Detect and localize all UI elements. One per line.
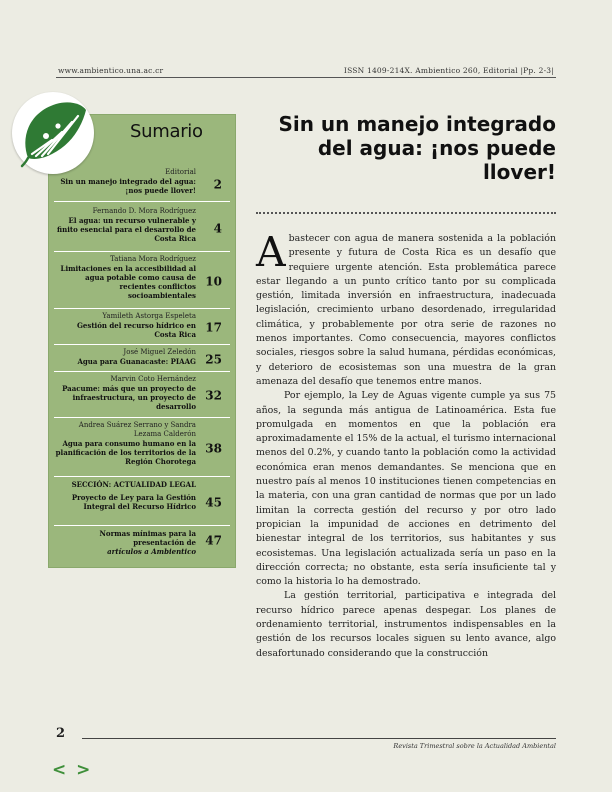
- toc-title: El agua: un recurso vulnerable y finito esencial para el desarrollo de Costa Rica: [57, 216, 196, 243]
- toc-entry[interactable]: [54, 207, 230, 252]
- dotted-divider: [256, 212, 556, 214]
- toc-page: 32: [205, 388, 222, 403]
- next-page-button[interactable]: >: [76, 760, 91, 780]
- toc-entry[interactable]: [54, 529, 230, 556]
- leaf-logo: [12, 92, 94, 174]
- toc-page: 17: [205, 320, 222, 335]
- toc-title: artículos a Ambientico: [107, 547, 196, 556]
- toc-page: 47: [205, 533, 222, 548]
- toc-author: José Miguel Zeledón: [123, 348, 196, 356]
- toc-title: Normas mínimas para la presentación de: [99, 529, 196, 547]
- paragraph: La gestión territorial, participativa e integrada del recurso hídrico parece apenas despegar. Los planes de ordenamiento territorial, instrumentos indispensables en la gestión de los recursos locales siguen su lento avance, algo desafortunado considerando que la construcción: [256, 590, 556, 659]
- section-heading: SECCIÓN: ACTUALIDAD LEGAL: [71, 480, 196, 489]
- toc-entry[interactable]: [54, 255, 230, 309]
- toc-title: Sin un manejo integrado del agua: ¡nos puede llover!: [60, 177, 196, 195]
- toc-page: 4: [213, 221, 222, 236]
- toc-title: Paacume: más que un proyecto de infraestructura, un proyecto de desarrollo: [62, 384, 196, 411]
- toc-entry[interactable]: [54, 312, 230, 345]
- toc-entry[interactable]: [54, 421, 230, 477]
- page-nav: [52, 760, 94, 780]
- paragraph-text: bastecer con agua de manera sostenida a la población presente y futura de Costa Rica es un desafío que requiere urgente atención. Esta problemática parece estar llegando a un punto crítico tanto por su complicada gestión, limitada inversión en infraestructura, inadecuada legislación, crecimiento urbano desordenado, irregularidad climática, y probablemente por otra serie de razones no menos importantes. Como consecuencia, mayores conflictos sociales, riesgos sobre la salud humana, pérdidas económicas, y deterioro de ecosistemas son una muestra de la gran amenaza del desafío que tenemos entre manos.: [256, 233, 556, 387]
- toc-author: Yamileth Astorga Espeleta: [102, 312, 196, 320]
- monstera-leaf-icon: [12, 92, 94, 174]
- toc-author: Marvin Coto Hernández: [110, 375, 196, 383]
- toc-author: Tatiana Mora Rodríguez: [110, 255, 196, 263]
- toc-page: 2: [213, 177, 222, 191]
- header-divider: [56, 77, 556, 78]
- website-url: www.ambientico.una.ac.cr: [58, 66, 164, 75]
- toc-title: Gestión del recurso hídrico en Costa Rica: [76, 321, 196, 339]
- toc-author: Fernando D. Mora Rodríguez: [92, 207, 196, 215]
- toc-page: 38: [205, 441, 222, 455]
- page-number: 2: [56, 726, 66, 741]
- journal-name: Revista Trimestral sobre la Actualidad Ambiental: [393, 742, 556, 750]
- prev-page-button[interactable]: <: [52, 760, 67, 780]
- toc-entry[interactable]: [54, 348, 230, 372]
- toc-title: Proyecto de Ley para la Gestión Integral del Recurso Hídrico: [71, 493, 196, 511]
- sumario-panel: [48, 114, 236, 568]
- toc-author: Andrea Suárez Serrano y Sandra Lezama Calderón: [78, 421, 196, 438]
- paragraph: Por ejemplo, la Ley de Aguas vigente cumple ya sus 75 años, la segunda más antigua de Latinoamérica. Esta fue promulgada en momentos en que la población era aproximadamente el 15% de la actual, el turismo internacional menos del 0.2%, y cuando tanto la población como la actividad económica eran menos demandantes. Se menciona que en nuestro país al menos 10 instituciones tienen competencias en la materia, con una gran cantidad de normas que por un lado limitan la correcta gestión del recurso y por otro lado propician la impunidad de acciones en detrimento del bienestar integral de los territorios, sus habitantes y sus ecosistemas. Una legislación actualizada sería un paso en la dirección correcta; no obstante, esta sería insuficiente tal y como la historia lo ha demostrado.: [256, 390, 556, 588]
- toc-entry[interactable]: [54, 375, 230, 418]
- drop-cap: A: [256, 228, 286, 276]
- toc-page: 25: [205, 352, 222, 366]
- toc-title: Agua para Guanacaste: PIAAG: [77, 357, 196, 366]
- toc-title: Limitaciones en la accesibilidad al agua potable como causa de recientes conflictos socioambientales: [60, 264, 196, 300]
- toc-author: Editorial: [165, 168, 196, 176]
- toc-page: 10: [205, 274, 222, 288]
- article-body: [256, 228, 556, 661]
- paragraph: [256, 228, 556, 389]
- toc-entry[interactable]: [54, 480, 230, 526]
- footer-divider: [82, 738, 556, 739]
- issn-info: ISSN 1409-214X. Ambientico 260, Editorial |Pp. 2-3|: [343, 66, 554, 75]
- sumario-title: Sumario: [130, 121, 203, 142]
- toc-title: Agua para consumo humano en la planificación de los territorios de la Región Chorotega: [55, 439, 196, 466]
- toc-page: 45: [205, 495, 222, 509]
- article-title: Sin un manejo integrado del agua: ¡nos puede llover!: [278, 112, 556, 184]
